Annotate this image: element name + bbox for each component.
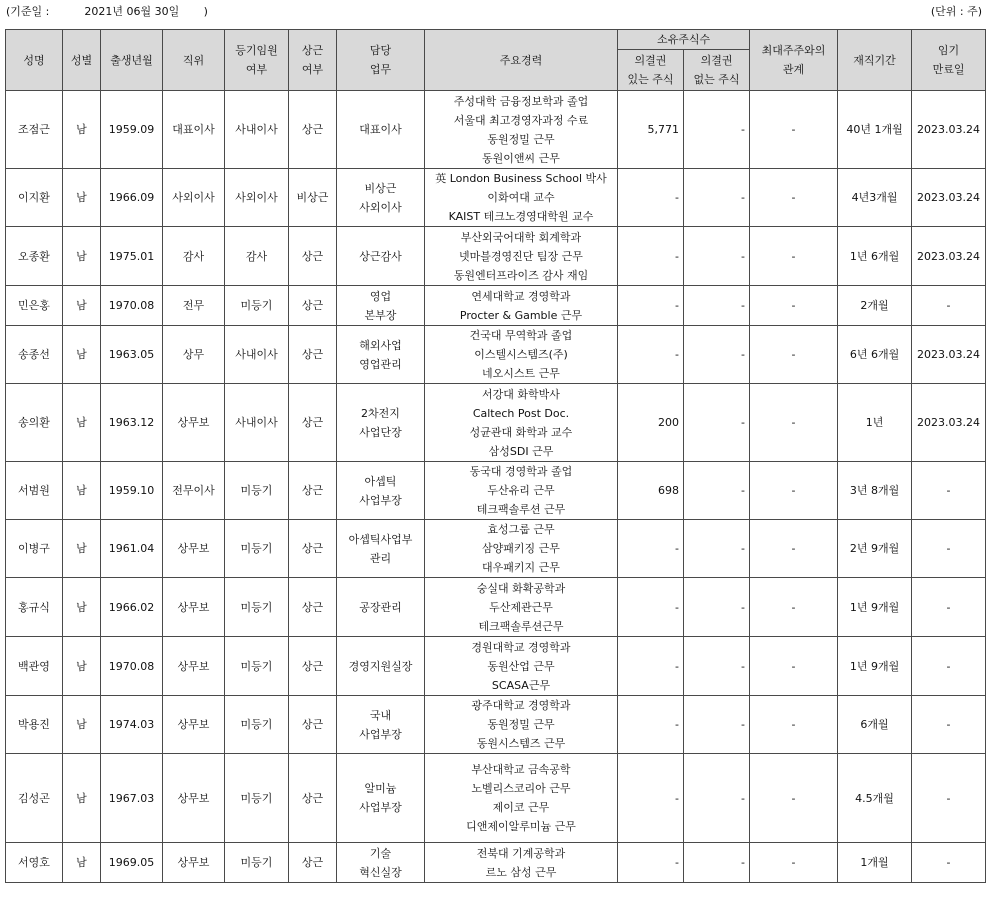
cell-birth: 1966.02 <box>101 578 163 637</box>
cell-voting-shares: - <box>618 637 684 696</box>
cell-duty <box>337 384 425 462</box>
cell-duty <box>337 696 425 754</box>
cell-name: 김성곤 <box>6 754 63 843</box>
cell-voting-shares: - <box>618 520 684 578</box>
cell-fulltime: 비상근 <box>289 169 337 227</box>
cell-position: 전무이사 <box>163 462 225 520</box>
cell-duty <box>337 637 425 696</box>
cell-duty <box>337 169 425 227</box>
cell-career <box>425 286 618 326</box>
cell-career <box>425 520 618 578</box>
executive-table <box>5 29 986 883</box>
cell-voting-shares: - <box>618 696 684 754</box>
cell-nonvoting-shares: - <box>684 754 750 843</box>
cell-gender: 남 <box>63 227 101 286</box>
table-row <box>6 637 986 696</box>
table-row <box>6 520 986 578</box>
cell-tenure: 1년 6개월 <box>838 227 912 286</box>
cell-career-line: 효성그룹 근무 <box>487 523 555 536</box>
cell-gender: 남 <box>63 520 101 578</box>
header-term: 임기 만료일 <box>912 30 986 91</box>
cell-registered: 사내이사 <box>225 91 289 169</box>
cell-career-line: 동원엔터프라이즈 감사 재임 <box>453 268 589 282</box>
cell-position: 사외이사 <box>163 169 225 227</box>
cell-fulltime: 상근 <box>289 286 337 326</box>
cell-duty-line: 아셉틱 <box>364 474 397 488</box>
cell-name: 오종환 <box>6 227 63 286</box>
cell-career-line: 성균관대 화학과 교수 <box>469 425 573 439</box>
cell-relation: - <box>750 637 838 696</box>
table-row <box>6 91 986 169</box>
cell-registered: 미등기 <box>225 286 289 326</box>
cell-gender: 남 <box>63 286 101 326</box>
cell-duty-line: 영업 <box>369 289 392 303</box>
cell-name: 송의환 <box>6 384 63 462</box>
cell-relation: - <box>750 462 838 520</box>
cell-relation: - <box>750 578 838 637</box>
cell-term-expiry: - <box>912 286 986 326</box>
cell-tenure: 2년 9개월 <box>838 520 912 578</box>
cell-name: 서영호 <box>6 843 63 883</box>
cell-voting-shares: - <box>618 169 684 227</box>
cell-duty-line: 상근감사 <box>359 249 402 263</box>
cell-career-line: 테크팩솔루션 근무 <box>476 503 566 516</box>
cell-gender: 남 <box>63 91 101 169</box>
cell-duty-line: 관리 <box>369 551 392 565</box>
cell-duty-line: 본부장 <box>364 308 397 322</box>
cell-career <box>425 578 618 637</box>
header-registered: 등기임원 여부 <box>225 30 289 91</box>
cell-duty-line: 아셉틱사업부 <box>348 532 413 546</box>
cell-name: 서범원 <box>6 462 63 520</box>
header-gender: 성별 <box>63 30 101 91</box>
cell-term-expiry: 2023.03.24 <box>912 169 986 227</box>
table-row <box>6 169 986 227</box>
cell-career <box>425 384 618 462</box>
cell-term-expiry: 2023.03.24 <box>912 227 986 286</box>
cell-relation: - <box>750 227 838 286</box>
cell-position: 전무 <box>163 286 225 326</box>
cell-tenure: 1년 9개월 <box>838 578 912 637</box>
cell-career <box>425 227 618 286</box>
cell-career-line: Caltech Post Doc. <box>472 406 570 420</box>
cell-registered: 미등기 <box>225 578 289 637</box>
cell-nonvoting-shares: - <box>684 462 750 520</box>
table-row <box>6 326 986 384</box>
cell-gender: 남 <box>63 843 101 883</box>
cell-career-line: 동원산업 근무 <box>487 659 555 673</box>
cell-gender: 남 <box>63 462 101 520</box>
header-tenure: 재직기간 <box>838 30 912 91</box>
cell-career-line: 두산제관근무 <box>489 600 553 614</box>
cell-duty-line: 사업단장 <box>359 425 402 439</box>
cell-career-line: 넷마블경영진단 팀장 근무 <box>459 249 583 263</box>
cell-position: 감사 <box>163 227 225 286</box>
cell-registered: 미등기 <box>225 520 289 578</box>
cell-tenure: 40년 1개월 <box>838 91 912 169</box>
table-row <box>6 754 986 843</box>
cell-fulltime: 상근 <box>289 384 337 462</box>
cell-career-line: 英 London Business School 박사 <box>435 172 607 185</box>
cell-relation: - <box>750 754 838 843</box>
cell-voting-shares: - <box>618 286 684 326</box>
cell-position: 상무보 <box>163 754 225 843</box>
cell-position: 상무보 <box>163 637 225 696</box>
cell-voting-shares: - <box>618 578 684 637</box>
table-row <box>6 286 986 326</box>
cell-career-line: 부산대학교 금속공학 <box>471 763 571 776</box>
cell-career <box>425 696 618 754</box>
cell-voting-shares: - <box>618 754 684 843</box>
cell-career-line: 동원시스템즈 근무 <box>476 737 566 750</box>
cell-career-line: 서울대 최고경영자과정 수료 <box>453 113 589 127</box>
header-career: 주요경력 <box>425 30 618 91</box>
header-nonvoting-shares: 의결권 없는 주식 <box>684 50 750 91</box>
cell-nonvoting-shares: - <box>684 578 750 637</box>
cell-birth: 1975.01 <box>101 227 163 286</box>
header-shares: 소유주식수 <box>618 30 750 50</box>
cell-name: 박용진 <box>6 696 63 754</box>
cell-career <box>425 637 618 696</box>
cell-voting-shares: 200 <box>618 384 684 462</box>
cell-nonvoting-shares: - <box>684 227 750 286</box>
cell-gender: 남 <box>63 578 101 637</box>
cell-duty <box>337 326 425 384</box>
cell-tenure: 4년3개월 <box>838 169 912 227</box>
cell-career-line: SCASA근무 <box>491 678 551 692</box>
cell-nonvoting-shares: - <box>684 169 750 227</box>
header-relation: 최대주주와의 관계 <box>750 30 838 91</box>
cell-career-line: 주성대학 금융정보학과 졸업 <box>453 94 589 108</box>
cell-fulltime: 상근 <box>289 520 337 578</box>
cell-career-line: 동원정밀 근무 <box>487 132 555 146</box>
table-row <box>6 843 986 883</box>
cell-career-line: 서강대 화학박사 <box>482 387 560 401</box>
cell-duty <box>337 286 425 326</box>
cell-birth: 1959.10 <box>101 462 163 520</box>
cell-duty <box>337 227 425 286</box>
cell-voting-shares: - <box>618 843 684 883</box>
cell-career-line: 이스텔시스템즈(주) <box>474 348 568 361</box>
table-row <box>6 384 986 462</box>
cell-relation: - <box>750 696 838 754</box>
cell-birth: 1970.08 <box>101 637 163 696</box>
cell-career-line: Procter & Gamble 근무 <box>459 308 583 322</box>
cell-position: 대표이사 <box>163 91 225 169</box>
cell-career-line: 테크팩솔루션근무 <box>478 619 564 633</box>
cell-term-expiry: - <box>912 754 986 843</box>
cell-nonvoting-shares: - <box>684 637 750 696</box>
cell-name: 송종선 <box>6 326 63 384</box>
cell-birth: 1966.09 <box>101 169 163 227</box>
cell-duty-line: 기술 <box>369 846 392 860</box>
cell-name: 홍규식 <box>6 578 63 637</box>
cell-career-line: 동국대 경영학과 졸업 <box>469 465 573 478</box>
cell-term-expiry: - <box>912 462 986 520</box>
cell-career-line: 삼양패키징 근무 <box>482 542 560 555</box>
header-birth: 출생년월 <box>101 30 163 91</box>
cell-duty-line: 경영지원실장 <box>348 659 413 673</box>
cell-tenure: 6년 6개월 <box>838 326 912 384</box>
cell-nonvoting-shares: - <box>684 326 750 384</box>
cell-position: 상무보 <box>163 384 225 462</box>
header-position: 직위 <box>163 30 225 91</box>
cell-position: 상무보 <box>163 520 225 578</box>
cell-voting-shares: - <box>618 326 684 384</box>
cell-registered: 미등기 <box>225 843 289 883</box>
cell-career-line: 경원대학교 경영학과 <box>471 640 571 654</box>
cell-fulltime: 상근 <box>289 696 337 754</box>
cell-nonvoting-shares: - <box>684 286 750 326</box>
cell-term-expiry: 2023.03.24 <box>912 91 986 169</box>
cell-position: 상무 <box>163 326 225 384</box>
cell-nonvoting-shares: - <box>684 696 750 754</box>
cell-duty-line: 해외사업 <box>359 338 402 352</box>
cell-nonvoting-shares: - <box>684 843 750 883</box>
cell-fulltime: 상근 <box>289 91 337 169</box>
cell-name: 이병구 <box>6 520 63 578</box>
cell-career <box>425 462 618 520</box>
cell-position: 상무보 <box>163 843 225 883</box>
cell-career-line: 네오시스트 근무 <box>482 367 560 380</box>
cell-nonvoting-shares: - <box>684 91 750 169</box>
header-voting-shares: 의결권 있는 주식 <box>618 50 684 91</box>
cell-duty-line: 국내 <box>369 708 392 722</box>
cell-relation: - <box>750 520 838 578</box>
cell-fulltime: 상근 <box>289 326 337 384</box>
cell-duty <box>337 462 425 520</box>
unit-label: (단위 : 주) <box>930 5 982 18</box>
cell-term-expiry: - <box>912 578 986 637</box>
table-row <box>6 578 986 637</box>
cell-birth: 1967.03 <box>101 754 163 843</box>
cell-career-line: 노벨리스코리아 근무 <box>471 782 571 795</box>
cell-career <box>425 326 618 384</box>
cell-duty-line: 공장관리 <box>359 600 402 614</box>
cell-term-expiry: 2023.03.24 <box>912 326 986 384</box>
cell-tenure: 1개월 <box>838 843 912 883</box>
cell-birth: 1961.04 <box>101 520 163 578</box>
cell-career <box>425 754 618 843</box>
cell-position: 상무보 <box>163 696 225 754</box>
cell-career-line: 두산유리 근무 <box>487 484 555 497</box>
cell-career-line: 대우패키지 근무 <box>482 561 560 574</box>
table-row <box>6 696 986 754</box>
cell-relation: - <box>750 91 838 169</box>
cell-registered: 사외이사 <box>225 169 289 227</box>
cell-term-expiry: - <box>912 637 986 696</box>
table-row <box>6 227 986 286</box>
cell-career <box>425 169 618 227</box>
cell-tenure: 1년 <box>838 384 912 462</box>
cell-relation: - <box>750 169 838 227</box>
cell-career-line: 숭실대 화확공학과 <box>476 581 566 595</box>
reference-date: (기준일 : 2021년 06월 30일 ) <box>6 5 208 18</box>
cell-birth: 1974.03 <box>101 696 163 754</box>
cell-voting-shares: 5,771 <box>618 91 684 169</box>
cell-duty-line: 2차전지 <box>361 406 400 420</box>
cell-duty-line: 사업부장 <box>359 801 402 814</box>
header-name: 성명 <box>6 30 63 91</box>
cell-career-line: 동원정밀 근무 <box>487 718 555 731</box>
cell-registered: 사내이사 <box>225 384 289 462</box>
cell-gender: 남 <box>63 754 101 843</box>
cell-career-line: 부산외국어대학 회계학과 <box>460 230 582 244</box>
cell-relation: - <box>750 326 838 384</box>
cell-duty <box>337 578 425 637</box>
cell-relation: - <box>750 843 838 883</box>
cell-career <box>425 843 618 883</box>
cell-registered: 미등기 <box>225 696 289 754</box>
cell-career-line: 르노 삼성 근무 <box>485 865 557 879</box>
cell-tenure: 6개월 <box>838 696 912 754</box>
cell-duty-line: 영업관리 <box>359 357 402 371</box>
cell-duty <box>337 843 425 883</box>
cell-relation: - <box>750 286 838 326</box>
cell-career-line: 광주대학교 경영학과 <box>471 699 571 712</box>
table-row <box>6 462 986 520</box>
cell-gender: 남 <box>63 326 101 384</box>
cell-fulltime: 상근 <box>289 462 337 520</box>
cell-duty <box>337 520 425 578</box>
header-fulltime: 상근 여부 <box>289 30 337 91</box>
cell-position: 상무보 <box>163 578 225 637</box>
cell-registered: 미등기 <box>225 462 289 520</box>
cell-birth: 1963.12 <box>101 384 163 462</box>
cell-career <box>425 91 618 169</box>
cell-voting-shares: 698 <box>618 462 684 520</box>
cell-duty-line: 혁신실장 <box>359 865 402 879</box>
cell-term-expiry: 2023.03.24 <box>912 384 986 462</box>
cell-fulltime: 상근 <box>289 227 337 286</box>
cell-term-expiry: - <box>912 520 986 578</box>
cell-nonvoting-shares: - <box>684 384 750 462</box>
cell-nonvoting-shares: - <box>684 520 750 578</box>
cell-name: 민은홍 <box>6 286 63 326</box>
cell-name: 이지환 <box>6 169 63 227</box>
cell-gender: 남 <box>63 637 101 696</box>
cell-career-line: 전북대 기계공학과 <box>476 846 566 860</box>
cell-gender: 남 <box>63 696 101 754</box>
cell-duty-line: 대표이사 <box>359 123 402 136</box>
cell-duty-line: 알미늄 <box>364 782 397 795</box>
cell-career-line: 디앤제이알루미늄 근무 <box>466 820 576 833</box>
cell-birth: 1970.08 <box>101 286 163 326</box>
cell-tenure: 1년 9개월 <box>838 637 912 696</box>
cell-registered: 미등기 <box>225 754 289 843</box>
cell-fulltime: 상근 <box>289 843 337 883</box>
cell-fulltime: 상근 <box>289 754 337 843</box>
cell-career-line: 건국대 무역학과 졸업 <box>469 329 573 342</box>
cell-career-line: 이화여대 교수 <box>487 191 555 204</box>
cell-gender: 남 <box>63 169 101 227</box>
cell-career-line: 동원이앤씨 근무 <box>482 151 560 165</box>
cell-tenure: 3년 8개월 <box>838 462 912 520</box>
cell-registered: 감사 <box>225 227 289 286</box>
cell-tenure: 2개월 <box>838 286 912 326</box>
cell-term-expiry: - <box>912 696 986 754</box>
report-header <box>6 4 984 20</box>
cell-voting-shares: - <box>618 227 684 286</box>
cell-duty-line: 사업부장 <box>359 727 402 741</box>
cell-birth: 1969.05 <box>101 843 163 883</box>
cell-gender: 남 <box>63 384 101 462</box>
cell-name: 조점근 <box>6 91 63 169</box>
cell-birth: 1959.09 <box>101 91 163 169</box>
cell-registered: 미등기 <box>225 637 289 696</box>
cell-birth: 1963.05 <box>101 326 163 384</box>
cell-fulltime: 상근 <box>289 578 337 637</box>
cell-duty-line: 사업부장 <box>359 493 402 507</box>
cell-career-line: 연세대학교 경영학과 <box>471 289 571 303</box>
cell-career-line: 제이코 근무 <box>492 801 550 814</box>
cell-name: 백관영 <box>6 637 63 696</box>
cell-registered: 사내이사 <box>225 326 289 384</box>
cell-duty-line: 비상근 <box>364 181 397 195</box>
cell-relation: - <box>750 384 838 462</box>
cell-career-line: KAIST 테크노경영대학원 교수 <box>448 210 594 223</box>
header-duty: 담당 업무 <box>337 30 425 91</box>
cell-fulltime: 상근 <box>289 637 337 696</box>
cell-term-expiry: - <box>912 843 986 883</box>
cell-career-line: 삼성SDI 근무 <box>488 444 554 458</box>
cell-tenure: 4.5개월 <box>838 754 912 843</box>
cell-duty <box>337 754 425 843</box>
cell-duty-line: 사외이사 <box>359 200 402 214</box>
cell-duty <box>337 91 425 169</box>
